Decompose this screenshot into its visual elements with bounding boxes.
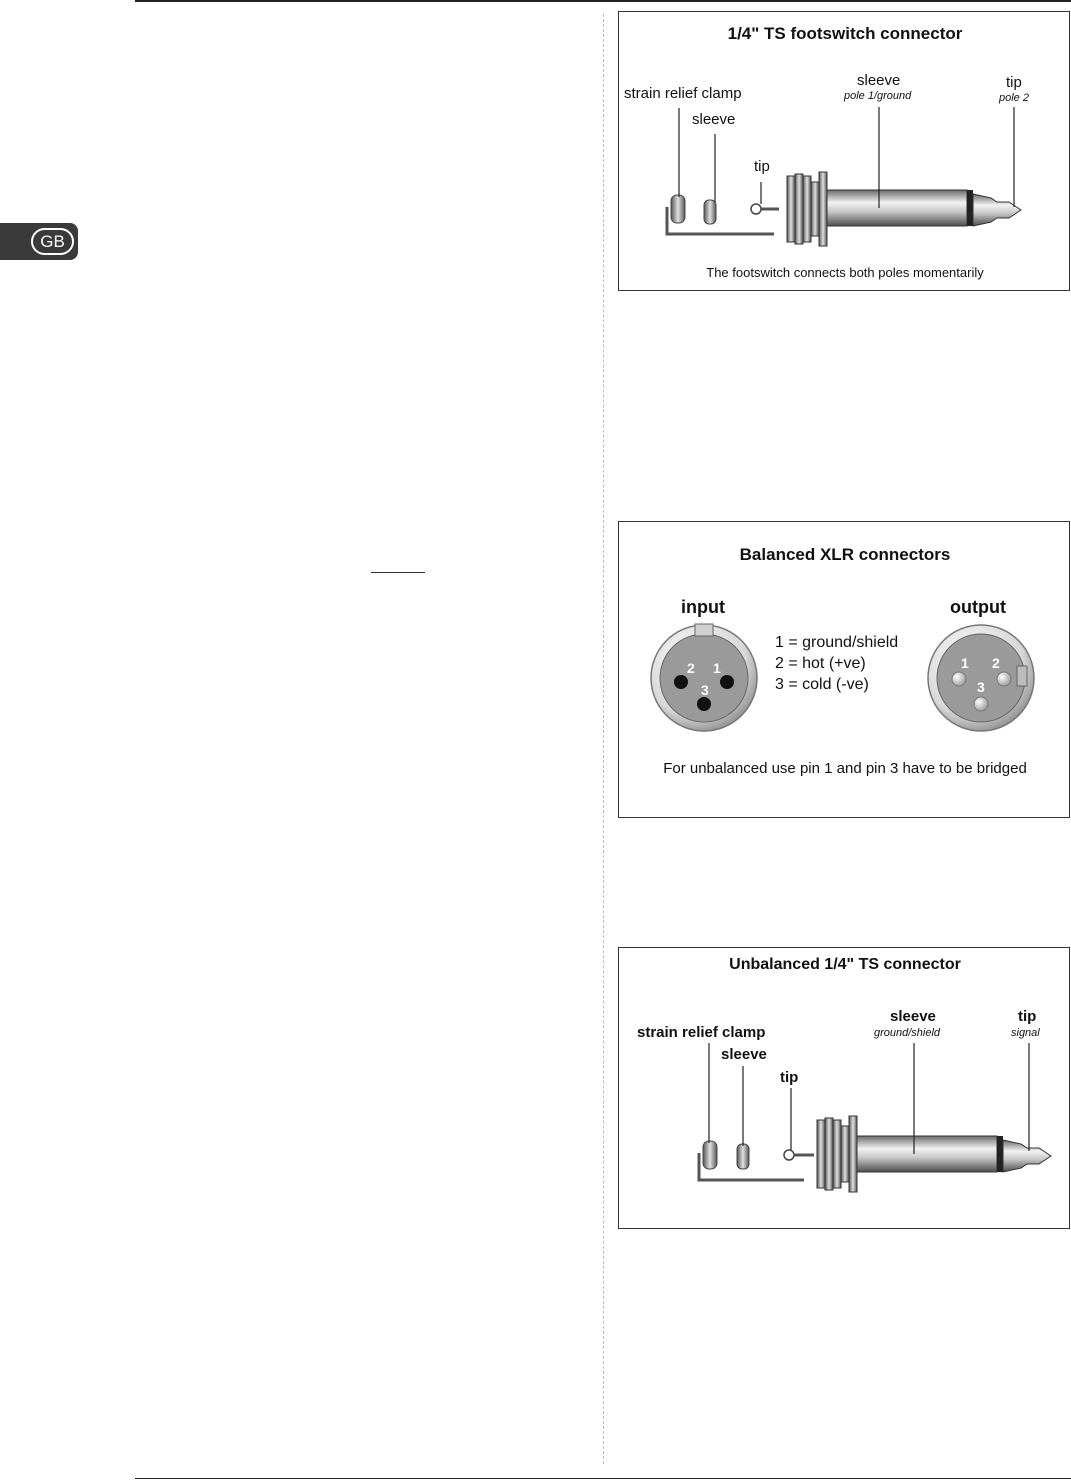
xlr-legend-pin1: 1 = ground/shield (775, 634, 899, 651)
xlr-input-pin1-hole (720, 675, 734, 689)
xlr-input-pin1-number: 1 (713, 660, 721, 676)
strain-relief-clamp-icon (671, 195, 685, 223)
xlr-legend-pin2: 2 = hot (+ve) (775, 655, 866, 672)
xlr-output-pin3-number: 3 (977, 679, 985, 695)
xlr-output-pin2-number: 2 (992, 655, 1000, 671)
xlr-input-label: input (681, 597, 725, 617)
xlr-output-pin1-number: 1 (961, 655, 969, 671)
ts-footswitch-title: 1/4" TS footswitch connector (727, 24, 963, 43)
xlr-input-pin2-number: 2 (687, 660, 695, 676)
ts-footswitch-diagram (618, 11, 1070, 291)
threaded-nut-icon (817, 1116, 857, 1192)
sleeve-lug-icon (704, 200, 716, 224)
xlr-input-pin3-hole (697, 697, 711, 711)
label-tip-sub: pole 2 (999, 92, 1029, 104)
xlr-output-connector-icon (928, 625, 1034, 731)
label-sleeve-sub: pole 1/ground (844, 90, 912, 102)
label-sleeve: sleeve (857, 72, 901, 89)
threaded-nut-icon (787, 172, 827, 246)
label-sleeve-inner: sleeve (721, 1046, 767, 1063)
xlr-input-connector-icon (651, 624, 757, 731)
strain-relief-clamp-icon (703, 1141, 717, 1169)
label-tip-inner: tip (754, 158, 770, 175)
label-tip-sub: signal (1011, 1027, 1040, 1039)
xlr-output-label: output (950, 597, 1006, 617)
top-rule (135, 0, 1071, 2)
unbalanced-ts-title: Unbalanced 1/4" TS connector (729, 956, 961, 973)
xlr-title: Balanced XLR connectors (739, 545, 951, 564)
ts-footswitch-caption: The footswitch connects both poles momentarily (706, 265, 984, 280)
unbalanced-ts-diagram (618, 947, 1070, 1229)
xlr-legend-pin3: 3 = cold (-ve) (775, 676, 869, 693)
sleeve-lug-icon (737, 1144, 749, 1169)
tip-lug-icon (751, 204, 761, 214)
xlr-input-pin2-hole (674, 675, 688, 689)
bottom-rule (135, 1478, 1071, 1479)
balanced-xlr-diagram (618, 521, 1070, 818)
language-tab[interactable] (0, 223, 78, 260)
sleeve-shaft-icon (827, 190, 967, 226)
xlr-output-pin1 (952, 672, 966, 686)
tip-lug-icon (784, 1150, 794, 1160)
sleeve-shaft-icon (857, 1136, 997, 1172)
tip-icon (1003, 1140, 1051, 1172)
xlr-input-pin3-number: 3 (701, 682, 709, 698)
xlr-output-pin3 (974, 697, 988, 711)
label-strain-relief-clamp: strain relief clamp (637, 1024, 766, 1041)
language-tab-label: GB (31, 228, 74, 255)
ts-footswitch-plug-illustration (619, 12, 1071, 292)
label-sleeve-inner: sleeve (692, 111, 736, 128)
label-sleeve: sleeve (890, 1008, 936, 1025)
label-sleeve-sub: ground/shield (874, 1027, 941, 1039)
xlr-output-pin2 (997, 672, 1011, 686)
text-underline-mark (371, 572, 425, 573)
xlr-caption: For unbalanced use pin 1 and pin 3 have to be bridged (663, 760, 1027, 777)
column-divider (603, 14, 605, 1464)
unbalanced-ts-plug-illustration (619, 948, 1071, 1230)
label-strain-relief-clamp: strain relief clamp (624, 85, 742, 102)
label-tip-inner: tip (780, 1069, 799, 1086)
label-tip: tip (1018, 1008, 1037, 1025)
label-tip: tip (1006, 74, 1022, 91)
